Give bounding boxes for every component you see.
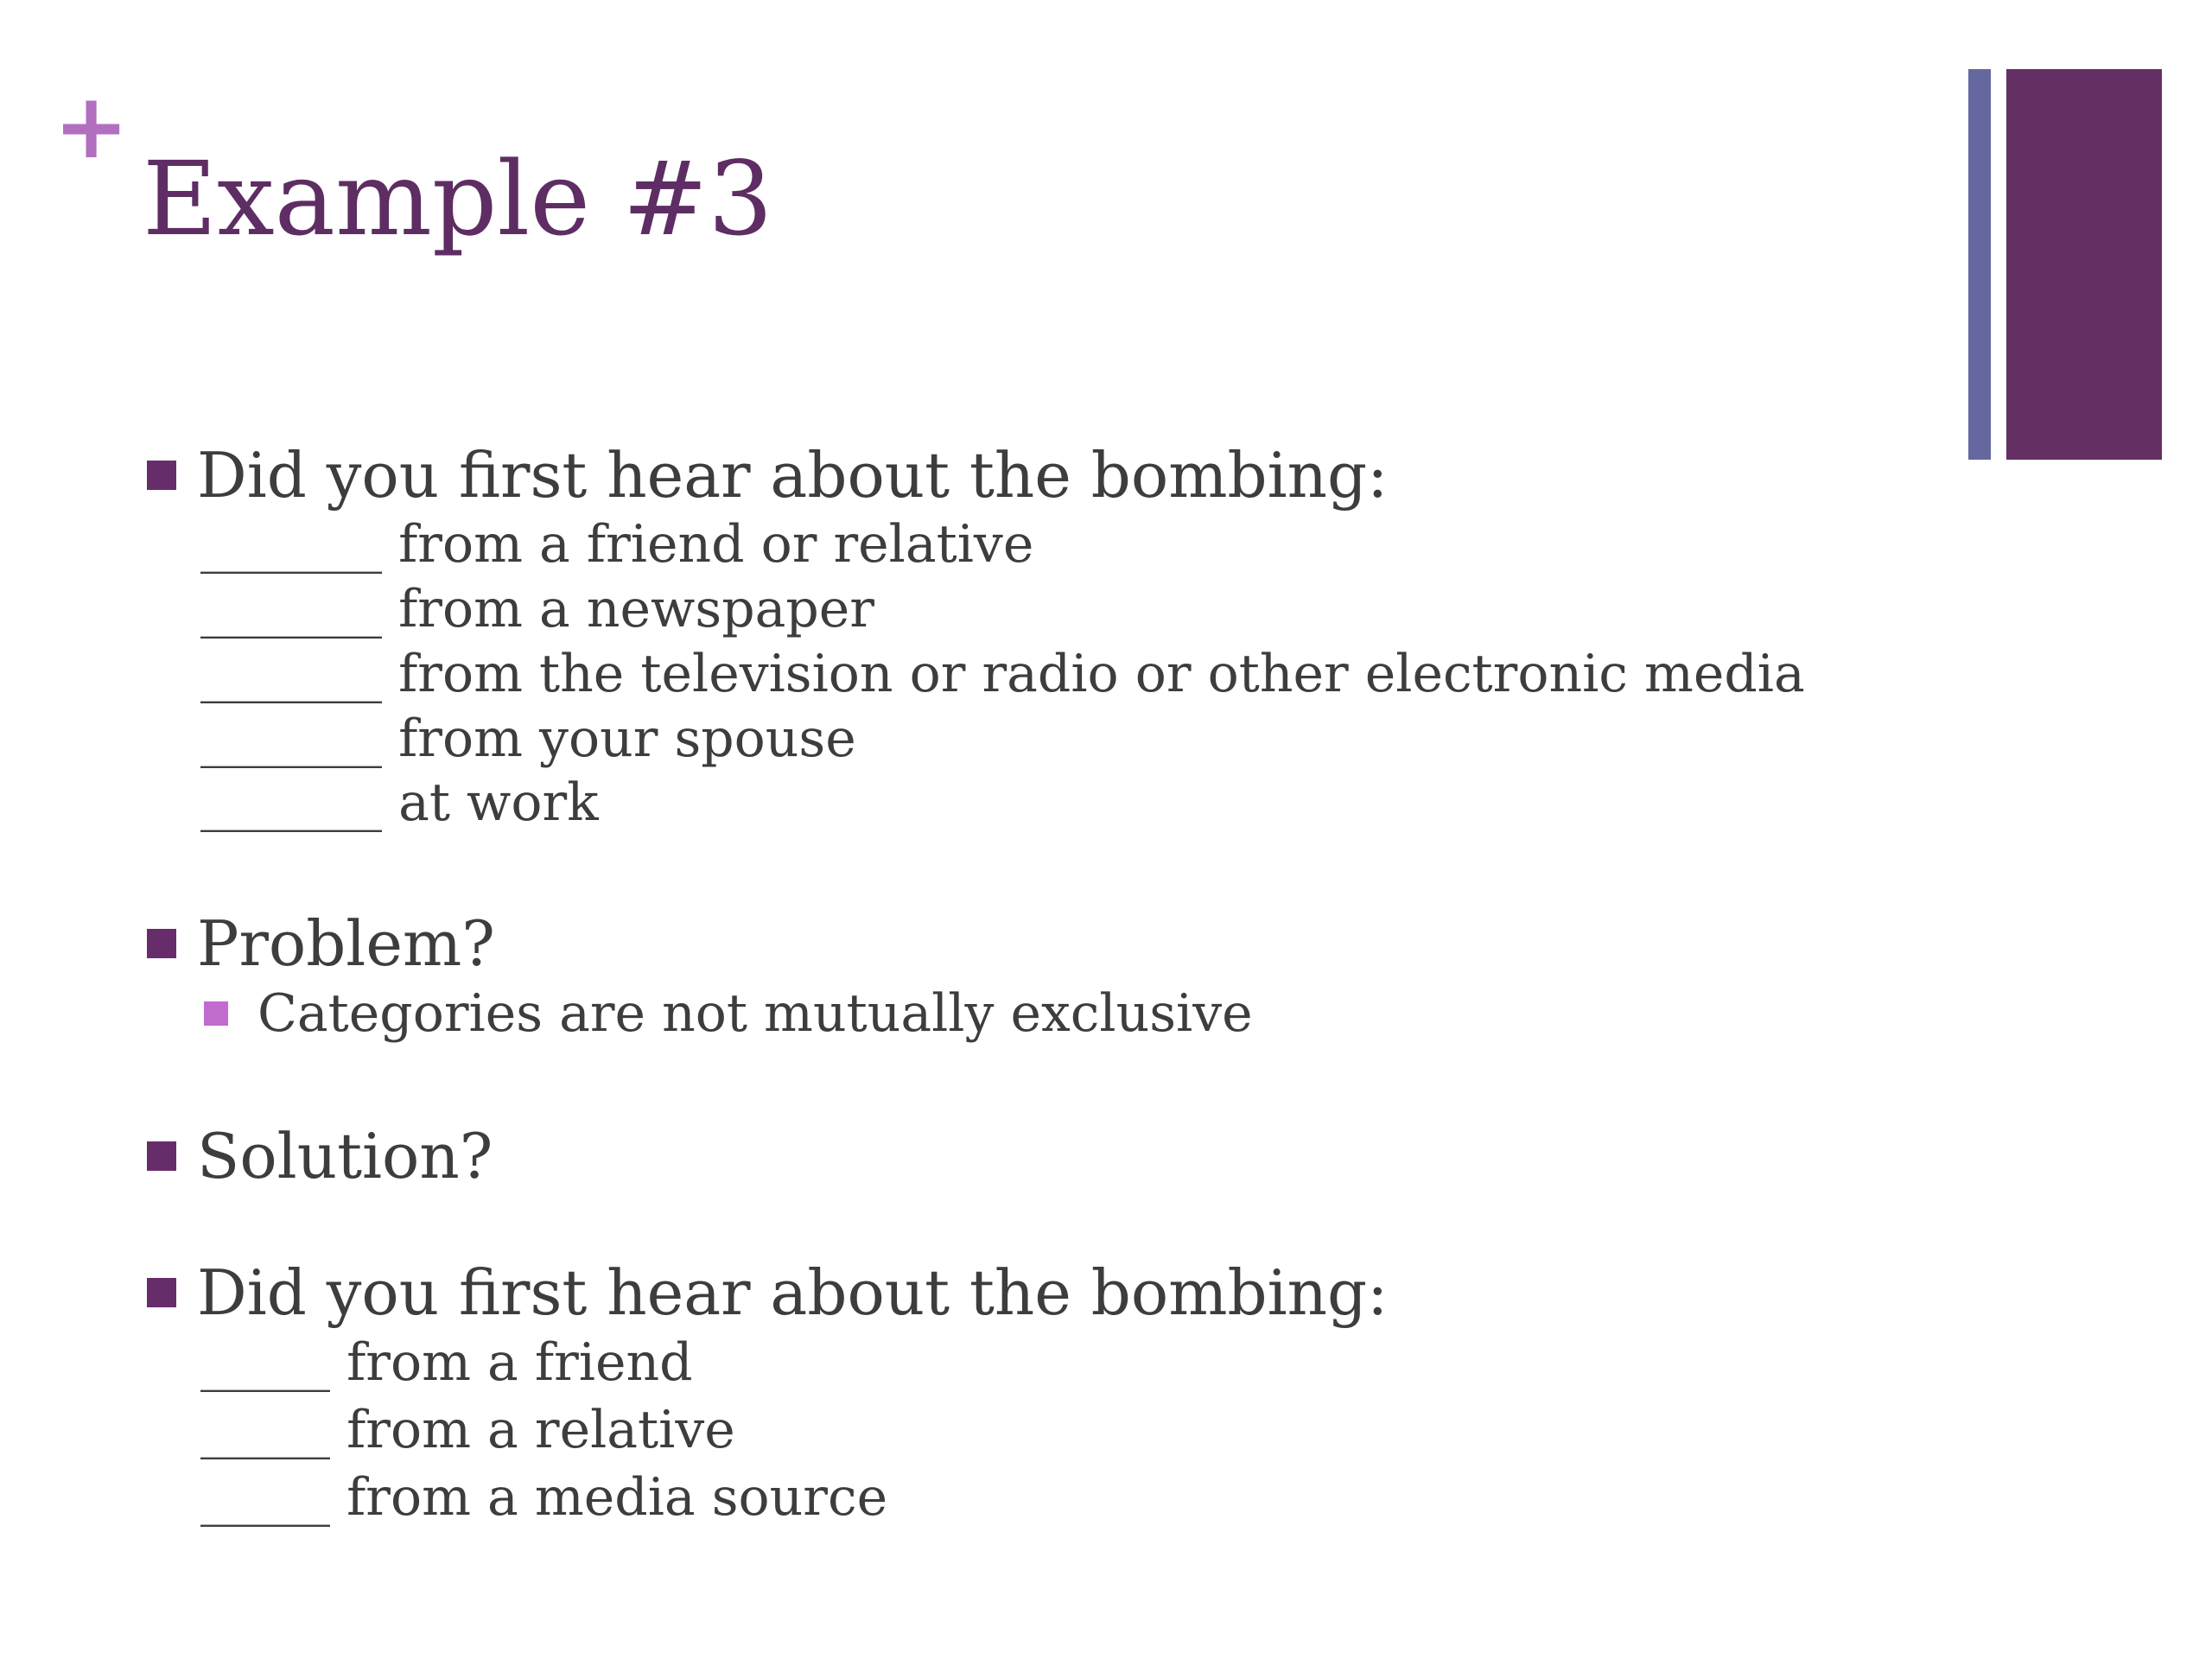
square-bullet-icon	[147, 929, 176, 958]
square-bullet-icon	[147, 461, 176, 490]
small-square-bullet-icon	[204, 1001, 228, 1026]
bullet-question-1	[147, 441, 1388, 510]
problem-sub-text: Categories are not mutually exclusive	[257, 983, 1253, 1044]
accent-bar-thin	[1968, 69, 1991, 460]
accent-bar-thick	[2006, 69, 2162, 460]
question-1-text: Did you first hear about the bombing:	[197, 439, 1389, 512]
question-2-text: Did you first hear about the bombing:	[197, 1256, 1389, 1329]
plus-icon: +	[54, 73, 130, 179]
problem-sub-bullet	[204, 982, 1253, 1046]
question-2-option: _____ from a relative	[200, 1400, 735, 1460]
bullet-problem	[147, 909, 495, 978]
question-1-option: _______ from a friend or relative	[200, 514, 1034, 575]
question-2-option: _____ from a media source	[200, 1467, 888, 1528]
slide-title: Example #3	[143, 139, 773, 258]
bullet-solution	[147, 1122, 493, 1191]
square-bullet-icon	[147, 1278, 176, 1307]
square-bullet-icon	[147, 1141, 176, 1171]
problem-text: Problem?	[197, 907, 495, 980]
question-2-option: _____ from a friend	[200, 1332, 693, 1393]
bullet-question-2	[147, 1258, 1388, 1327]
question-1-option: _______ from your spouse	[200, 709, 856, 769]
question-1-option: _______ at work	[200, 772, 599, 833]
question-1-option: _______ from a newspaper	[200, 579, 874, 639]
solution-text: Solution?	[197, 1120, 493, 1192]
question-1-option: _______ from the television or radio or other electronic media	[200, 644, 1805, 704]
